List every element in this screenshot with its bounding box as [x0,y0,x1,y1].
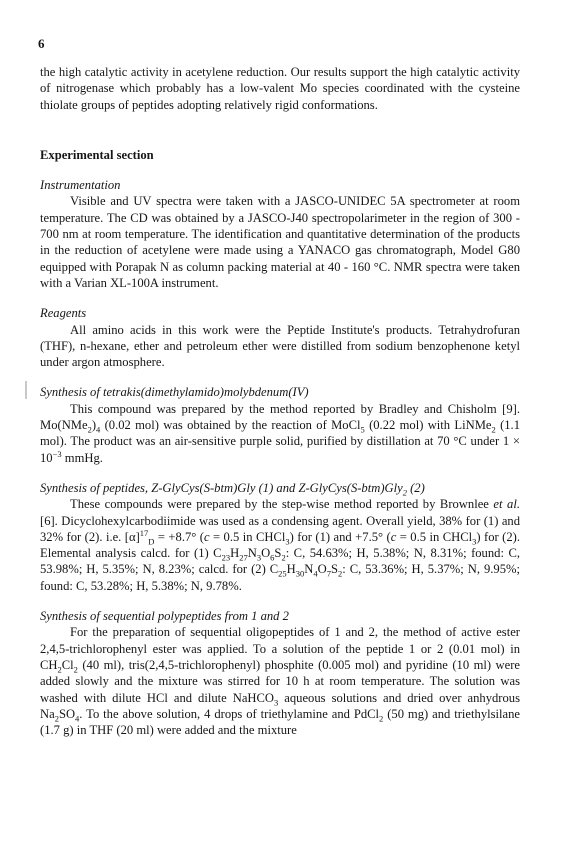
instrumentation-text: Visible and UV spectra were taken with a JASCO-UNIDEC 5A spectrometer at room temperature. The CD was obtained by a JASCO-J40 spectropolarimeter in the region of 300 - 700 nm at room temperature. The identification and quantitative determination of the products in the reduction of acetylene were made using a YANACO gas chromatograph, Model G80 equipped with Porapak N as column packing material at 40 - 160 °C. NMR spectra were taken with a Varian XL-100A instrument. [40,194,520,290]
section-title: Experimental section [40,147,154,162]
synthesis-poly-heading: Synthesis of sequential polypeptides from 1 and 2 [40,609,289,624]
margin-mark [25,381,27,399]
synthesis-peptides-text: These compounds were prepared by the step-wise method reported by Brownlee et al. [6]. Dicyclohexylcarbodiimide was used as a condensing agent. Overall yield, 38% for (1) and 32% for (2). i.e. $[\alpha]^{17}_D = +8.7^\circ$ (c = 0.5 in CHCl$_3$) for (1) and +7.5° (c = 0.5 in CHCl$_3$) for (2). Elemental analysis calcd. for (1) $C_{23}H_{27}N_3O_6S_2$: C, 54.63%; H, 5.38%; N, 8.31%; found: C, 53.98%; H, 5.35%; N, 8.23%; calcd. for (2) $C_{25}H_{30}N_4O_7S_2$: C, 53.36%; H, 5.37%; N, 9.95%; found: C, 53.28%; H, 5.38%; N, 9.78%. [40,497,520,593]
synthesis-mo-text: This compound was prepared by the method reported by Bradley and Chisholm [9]. $Mo(NMe_2)_4$ (0.02 mol) was obtained by the reaction of MoCl$_5$ (0.22 mol) with LiNMe$_2$ (1.1 mol). The product was an air-sensitive purple solid, purified by distillation at 70 °C under $1 \times 10^{-3}$ mmHg. [40,401,520,465]
page-body [40,64,520,738]
reagents-heading: Reagents [40,306,87,321]
synthesis-mo-heading: Synthesis of tetrakis(dimethylamido)molybdenum(IV) [40,385,309,400]
instrumentation-heading: Instrumentation [40,178,121,193]
page-number: 6 [38,36,45,51]
synthesis-poly-text: For the preparation of sequential oligopeptides of 1 and 2, the method of active ester 2,4,5-trichlorophenyl ester was applied. To a solution of the peptide 1 or 2 (0.01 mol) in $CH_2Cl_2$ (40 ml), tris(2,4,5-trichlorophenyl) phosphite (0.005 mol) and pyridine (10 ml) were added slowly and the mixture was stirred for 10 h at room temperature. The solution was washed with dilute HCl and dilute NaHCO$_3$ aqueous solutions and dried over anhydrous $Na_2SO_4$. To the above solution, 4 drops of triethylamine and PdCl$_2$ (50 mg) and triethylsilane (1.7 g) in THF (20 ml) were added and the mixture [40,625,520,738]
intro-paragraph: the high catalytic activity in acetylene reduction. Our results support the high catalytic activity of nitrogenase which probably has a low-valent Mo species coordinated with the cysteine thiolate groups of peptides adopting relatively rigid conformations. [40,65,520,112]
reagents-text: All amino acids in this work were the Peptide Institute's products. Tetrahydrofuran (THF), n-hexane, ether and petroleum ether were distilled from sodium benzophenone ketyl under argon atmosphere. [40,322,520,370]
synthesis-peptides-heading: Synthesis of peptides, Z-GlyCys(S-btm)Gly (1) and Z-GlyCys(S-btm)Gly$_2$ (2) [40,480,425,498]
